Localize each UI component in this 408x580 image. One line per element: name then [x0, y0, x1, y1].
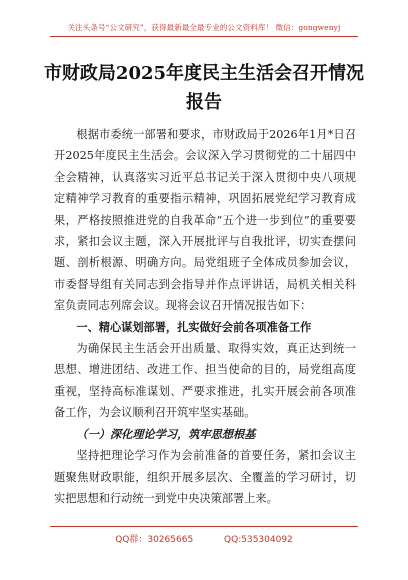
section-heading-1: 一、精心谋划部署，扎实做好会前各项准备工作 — [76, 319, 312, 334]
intro-paragraph: 根据市委统一部署和要求，市财政局于2026年1月*日召开2025年度民主生活会。会议深入学习贯彻党的二十届四中全会精神，认真落实习近平总书记关于深入贯彻中央八项规定精神学习教育的重要指示精神，巩固拓展党纪学习教育成果，严格按照推进党的自我革命“五个进一步到位”的重要要求，紧扣会议主题，深入开展批评与自我批评，切实查摆问题、剖析根源、明确方向。局党组班子全体成员参加会议，市委督导组有关同志到会指导并作点评讲话，局机关相关科室负责同志列席会议。现将会议召开情况报告如下： — [54, 128, 356, 313]
section-paragraph: 为确保民主生活会开出质量、取得实效，真正达到统一思想、增进团结、改进工作、担当使命的目的，局党组高度重视，坚持高标准谋划、严要求推进，扎实开展会前各项准备工作，为会议顺利召开筑牢坚实基础。 — [54, 342, 356, 420]
document-body — [54, 124, 356, 509]
qq-number-label: QQ:535304092 — [224, 535, 293, 545]
subsection-heading-1: （一）深化理论学习，筑牢思想根基 — [76, 426, 256, 441]
document-title: 市财政局2025年度民主生活会召开情况报告 — [43, 63, 365, 113]
subsection-paragraph: 坚持把理论学习作为会前准备的首要任务，紧扣会议主题聚焦财政职能，组织开展多层次、全覆盖的学习研讨，切实把思想和行动统一到党中央决策部署上来。 — [54, 449, 356, 505]
footer — [0, 532, 408, 545]
qq-group-label: QQ群：30265665 — [115, 535, 194, 545]
top-divider — [50, 36, 358, 37]
top-banner: 关注头条号“公文研究”，获得最新最全最专业的公文资料库！ 微信：gongwenyj — [67, 23, 341, 32]
bottom-divider — [50, 526, 358, 527]
